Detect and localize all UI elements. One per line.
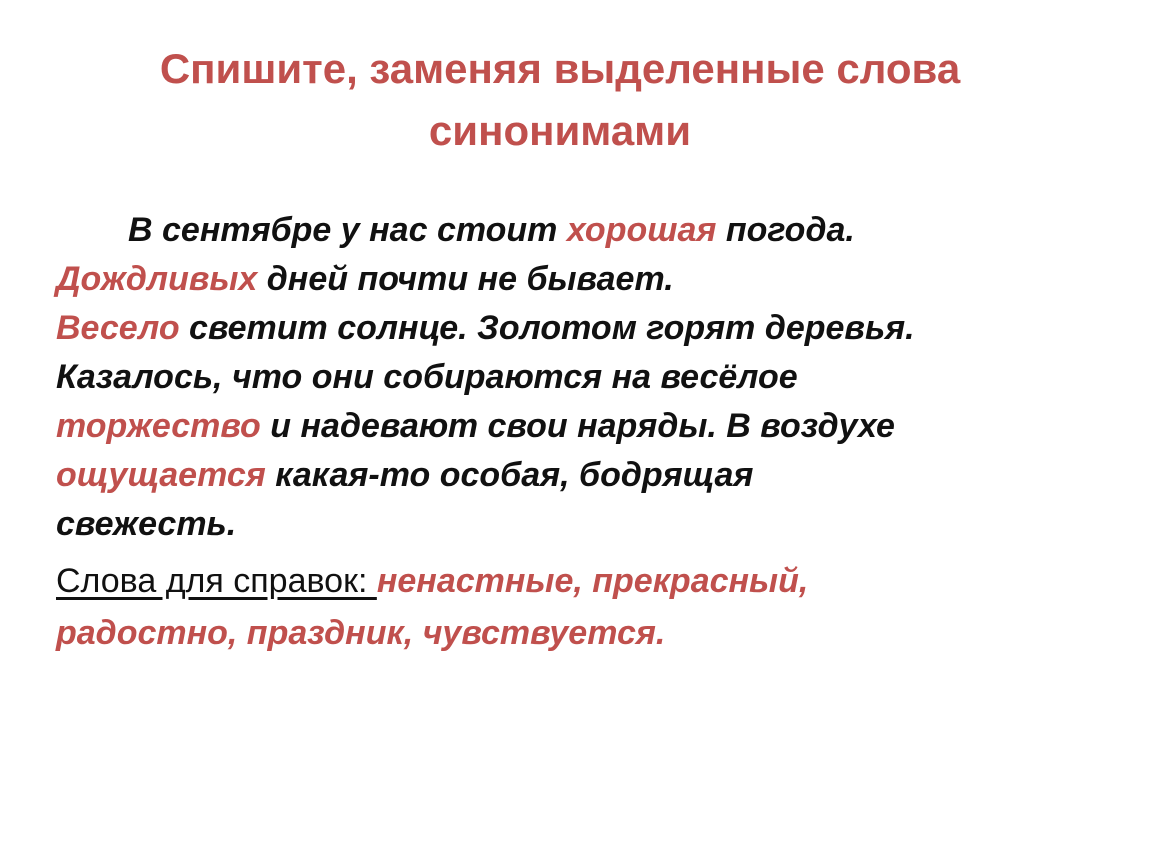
title-line-2: синонимами [428, 107, 692, 154]
text-segment: дней почти не бывает. [257, 260, 674, 298]
reference-line-1 [56, 555, 1116, 607]
reference-label: Слова для справок: [56, 562, 377, 600]
text-line-1 [56, 206, 1116, 255]
text-line-3 [56, 304, 1116, 353]
text-segment: и надевают свои наряды. В воздухе [260, 407, 895, 445]
highlighted-word: Весело [56, 309, 180, 347]
title-line-1: Спишите, заменяя выделенные слова [159, 45, 961, 92]
reference-words [56, 555, 1116, 659]
slide-title [0, 38, 1120, 162]
text-line-7: свежесть. [56, 505, 237, 543]
reference-line-2: радостно, праздник, чувствуется. [56, 614, 666, 652]
text-segment: В сентябре у нас стоит [128, 211, 567, 249]
reference-words-part-1: ненастные, прекрасный, [376, 562, 809, 600]
text-segment: какая-то особая, бодрящая [265, 456, 754, 494]
text-line-5 [56, 402, 1116, 451]
exercise-text [56, 206, 1116, 549]
text-line-6 [56, 451, 1116, 500]
text-segment: светит солнце. Золотом горят деревья. [179, 309, 915, 347]
text-line-2 [56, 255, 1116, 304]
highlighted-word: хорошая [566, 211, 717, 249]
highlighted-word: торжество [56, 407, 261, 445]
highlighted-word: ощущается [56, 456, 266, 494]
highlighted-word: Дождливых [56, 260, 258, 298]
text-line-4: Казалось, что они собираются на весёлое [56, 358, 798, 396]
text-segment: погода. [716, 211, 855, 249]
